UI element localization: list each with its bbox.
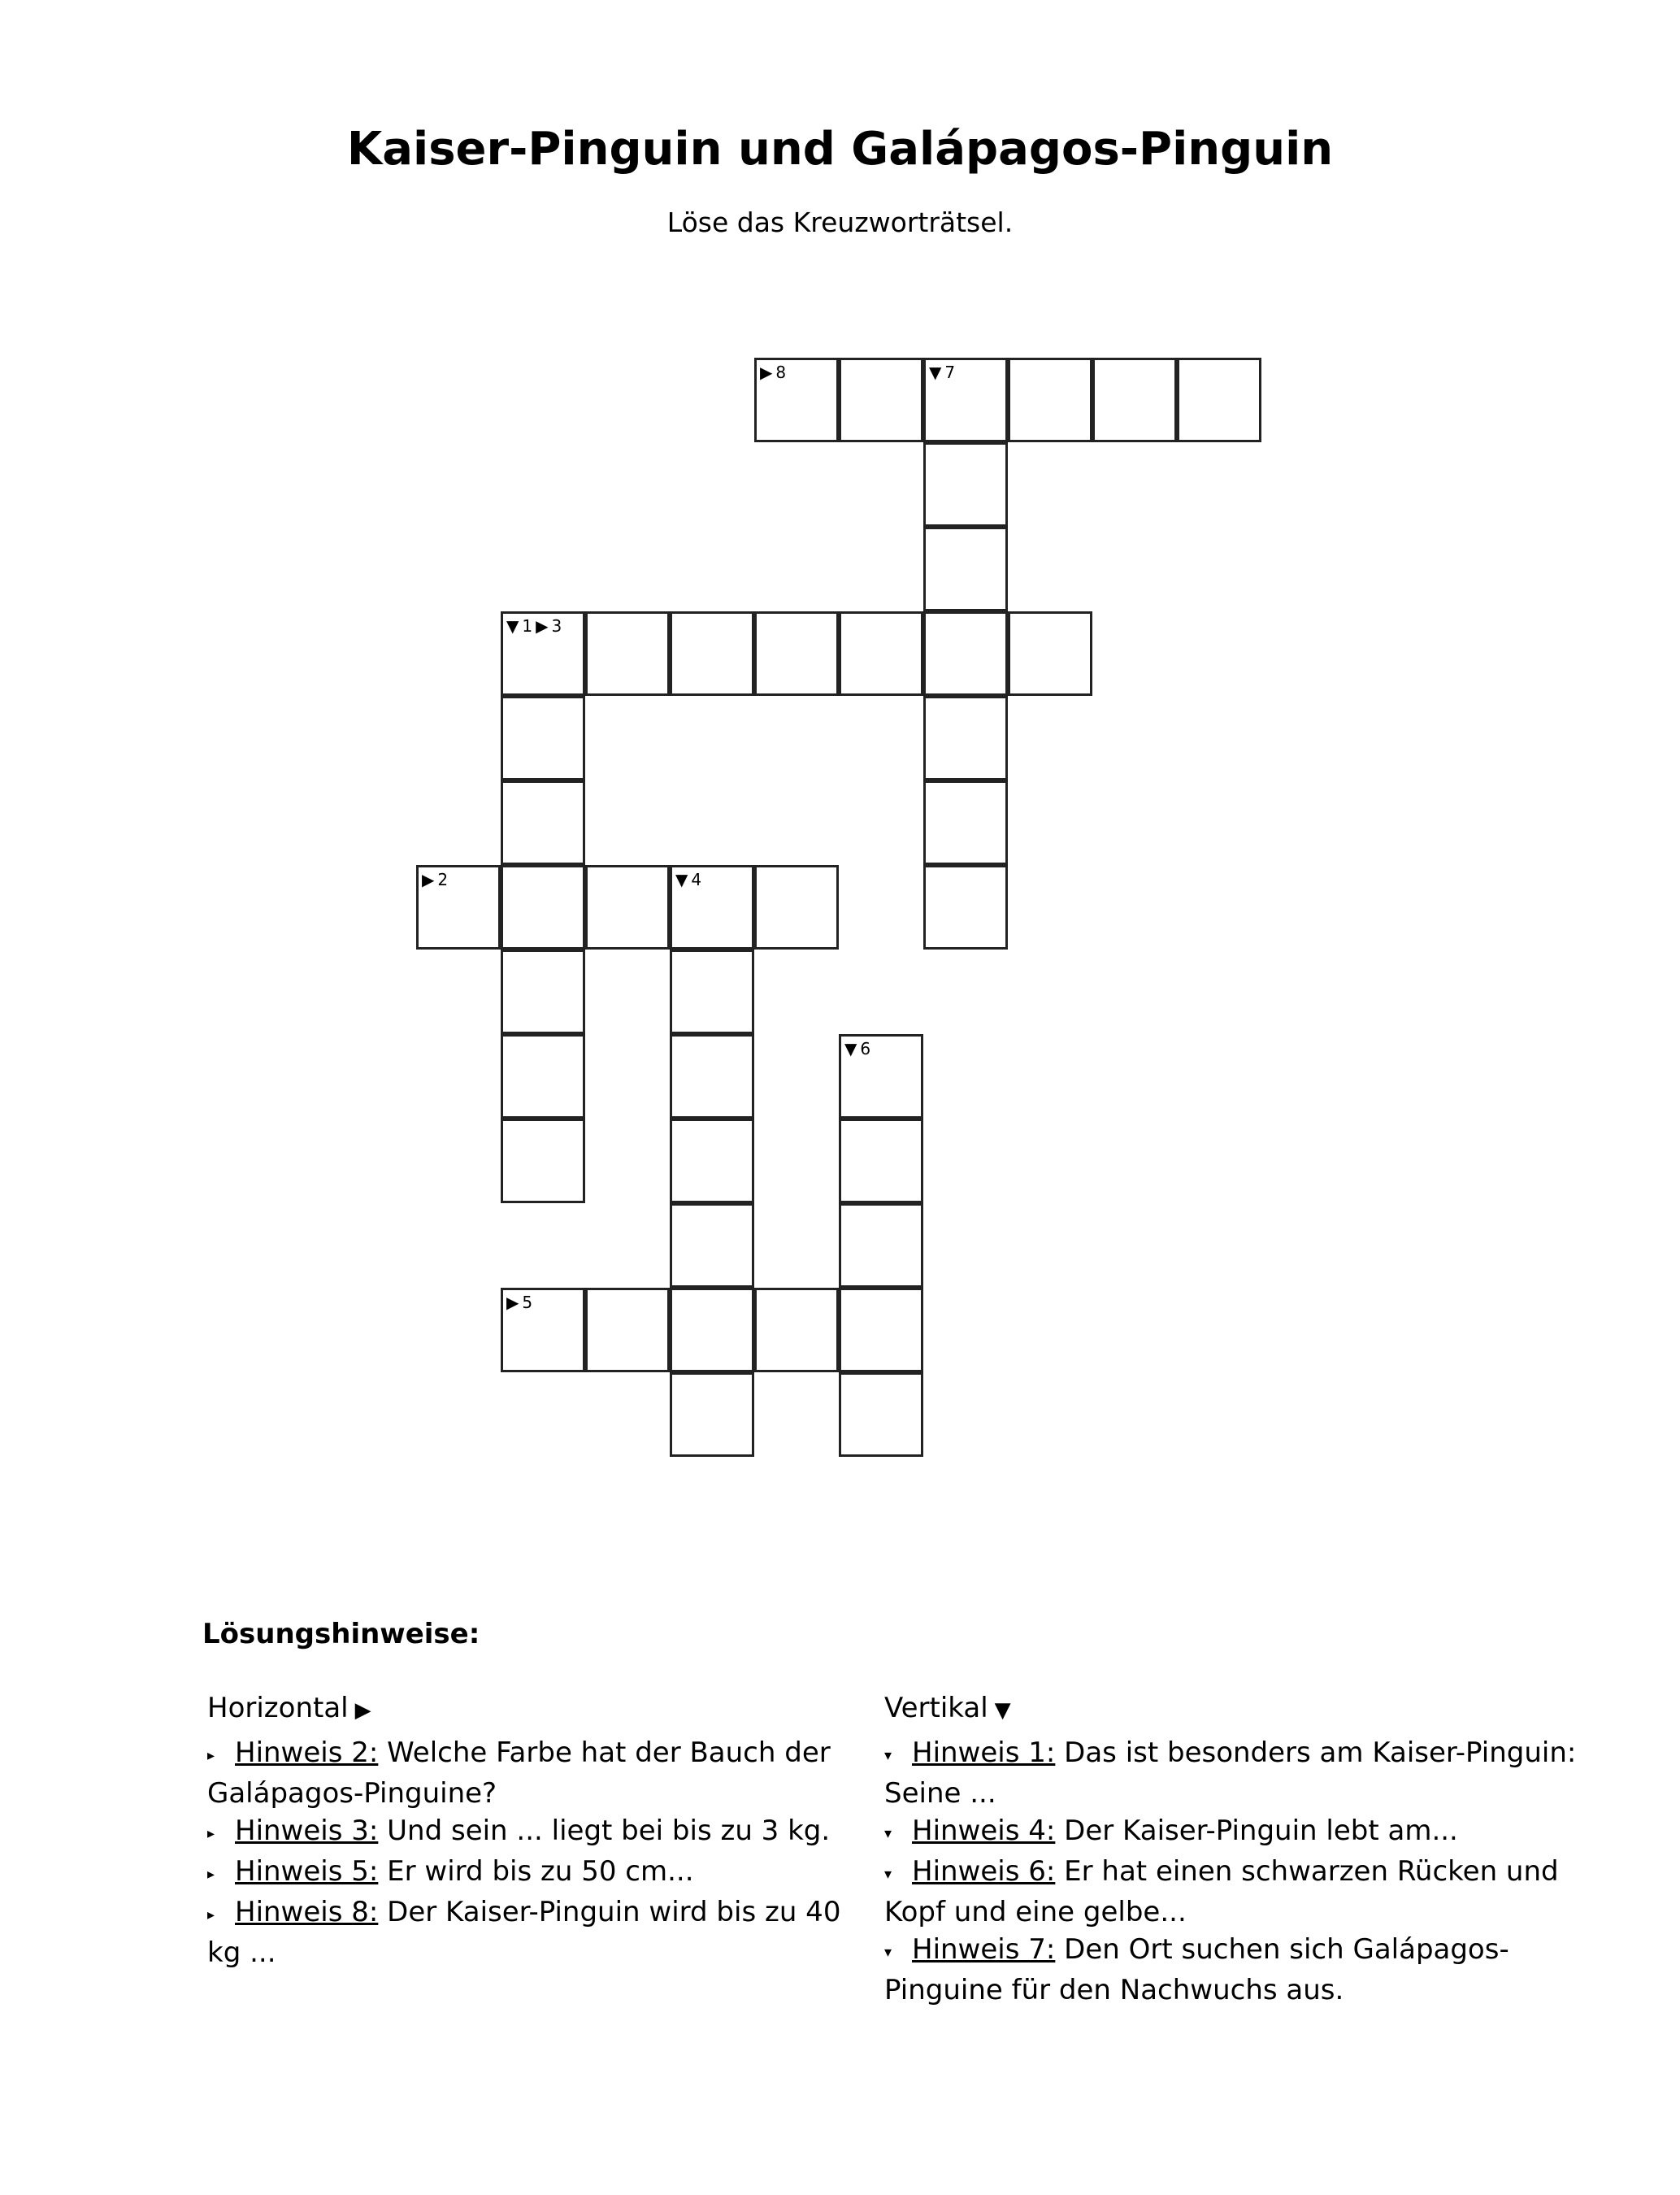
clue-number <box>760 363 786 381</box>
down-arrow-icon: ▼ <box>994 1698 1011 1723</box>
hint-item <box>884 1853 1583 1931</box>
hint-text: Der Kaiser-Pinguin wird bis zu 40 kg ... <box>207 1896 841 1969</box>
crossword-cell[interactable] <box>670 611 754 696</box>
crossword-cell[interactable] <box>839 1203 923 1288</box>
clue-number-text: 1 <box>522 616 533 636</box>
clue-number <box>844 1040 870 1058</box>
crossword-cell[interactable] <box>923 358 1008 442</box>
bullet-icon: ▾ <box>884 1866 892 1883</box>
crossword-cell[interactable] <box>501 865 585 950</box>
hint-text: Das ist besonders am Kaiser-Pinguin: Seine ... <box>884 1736 1577 1810</box>
crossword-cell[interactable] <box>416 865 501 950</box>
crossword-cell[interactable] <box>501 611 585 696</box>
hint-label: Hinweis 4: <box>912 1815 1056 1847</box>
crossword-cell[interactable] <box>585 1288 670 1372</box>
crossword-cell[interactable] <box>1177 358 1261 442</box>
horizontal-hints <box>207 1689 857 1971</box>
crossword-cell[interactable] <box>501 780 585 865</box>
hint-text: Er hat einen schwarzen Rücken und Kopf und eine gelbe... <box>884 1855 1559 1928</box>
hint-text: Und sein ... liegt bei bis zu 3 kg. <box>378 1815 831 1847</box>
crossword-cell[interactable] <box>839 1119 923 1203</box>
hint-item <box>207 1734 857 1812</box>
bullet-icon: ▾ <box>884 1944 892 1961</box>
crossword-cell[interactable] <box>670 865 754 950</box>
across-arrow-icon: ▶ <box>422 870 435 889</box>
vertical-hint-list <box>884 1734 1583 2009</box>
bullet-icon: ▾ <box>884 1747 892 1764</box>
across-arrow-icon: ▶ <box>506 1293 519 1312</box>
crossword-cell[interactable] <box>1092 358 1177 442</box>
bullet-icon: ▸ <box>207 1906 215 1923</box>
crossword-cell[interactable] <box>670 1119 754 1203</box>
crossword-cell[interactable] <box>670 950 754 1034</box>
crossword-cell[interactable] <box>670 1203 754 1288</box>
crossword-cell[interactable] <box>754 865 839 950</box>
hint-text: Er wird bis zu 50 cm... <box>378 1855 694 1888</box>
crossword-cell[interactable] <box>585 865 670 950</box>
crossword-cell[interactable] <box>501 1034 585 1119</box>
clue-number-text: 8 <box>775 363 787 382</box>
crossword-cell[interactable] <box>754 1288 839 1372</box>
clue-number-text: 2 <box>437 870 449 889</box>
horizontal-hint-list <box>207 1734 857 1971</box>
hint-item <box>884 1734 1583 1812</box>
clue-number <box>506 617 562 635</box>
hint-label: Hinweis 3: <box>235 1815 379 1847</box>
crossword-cell[interactable] <box>839 358 923 442</box>
crossword-cell[interactable] <box>923 865 1008 950</box>
page-subtitle: Löse das Kreuzworträtsel. <box>666 206 1014 238</box>
crossword-cell[interactable] <box>839 1288 923 1372</box>
clue-number-text: 7 <box>944 363 956 382</box>
hint-item <box>207 1812 857 1853</box>
crossword-cell[interactable] <box>670 1372 754 1457</box>
clue-number-text: 5 <box>522 1293 533 1312</box>
crossword-cell[interactable] <box>501 950 585 1034</box>
hint-item <box>884 1931 1583 2009</box>
hints-heading: Lösungshinweise: <box>202 1618 480 1650</box>
hint-label: Hinweis 2: <box>235 1736 379 1769</box>
bullet-icon: ▸ <box>207 1825 215 1842</box>
clue-number <box>506 1293 532 1311</box>
crossword-cell[interactable] <box>501 696 585 780</box>
bullet-icon: ▸ <box>207 1747 215 1764</box>
across-arrow-icon: ▶ <box>536 616 549 636</box>
horizontal-heading <box>207 1689 857 1729</box>
crossword-cell[interactable] <box>839 1034 923 1119</box>
crossword-cell[interactable] <box>923 611 1008 696</box>
crossword-cell[interactable] <box>839 1372 923 1457</box>
bullet-icon: ▾ <box>884 1825 892 1842</box>
crossword-cell[interactable] <box>585 611 670 696</box>
crossword-cell[interactable] <box>501 1119 585 1203</box>
hint-label: Hinweis 7: <box>912 1933 1056 1966</box>
clue-number <box>422 871 448 889</box>
crossword-cell[interactable] <box>670 1034 754 1119</box>
vertical-heading <box>884 1689 1583 1729</box>
crossword-cell[interactable] <box>1008 611 1092 696</box>
clue-number-text: 4 <box>691 870 702 889</box>
crossword-cell[interactable] <box>670 1288 754 1372</box>
hint-label: Hinweis 6: <box>912 1855 1056 1888</box>
clue-number <box>675 871 701 889</box>
crossword-cell[interactable] <box>923 780 1008 865</box>
hint-text: Welche Farbe hat der Bauch der Galápagos-Pinguine? <box>207 1736 831 1810</box>
hint-item <box>207 1893 857 1971</box>
hint-item <box>207 1853 857 1893</box>
down-arrow-icon: ▼ <box>929 363 942 382</box>
down-arrow-icon: ▼ <box>844 1039 857 1058</box>
crossword-cell[interactable] <box>501 1288 585 1372</box>
page-title: Kaiser-Pinguin und Galápagos-Pinguin <box>346 123 1334 176</box>
hint-label: Hinweis 1: <box>912 1736 1056 1769</box>
crossword-cell[interactable] <box>754 358 839 442</box>
crossword-cell[interactable] <box>923 527 1008 611</box>
crossword-cell[interactable] <box>839 611 923 696</box>
down-arrow-icon: ▼ <box>506 616 519 636</box>
hint-label: Hinweis 8: <box>235 1896 379 1928</box>
clue-number-text: 3 <box>551 616 562 636</box>
vertical-hints <box>884 1689 1583 2009</box>
down-arrow-icon: ▼ <box>675 870 688 889</box>
clue-number-text: 6 <box>860 1039 871 1058</box>
crossword-cell[interactable] <box>923 696 1008 780</box>
crossword-cell[interactable] <box>754 611 839 696</box>
vertical-label: Vertikal <box>884 1692 988 1724</box>
hint-text: Der Kaiser-Pinguin lebt am... <box>1055 1815 1458 1847</box>
hint-item <box>884 1812 1583 1853</box>
crossword-cell[interactable] <box>1008 358 1092 442</box>
clue-number <box>929 363 955 381</box>
across-arrow-icon: ▶ <box>760 363 773 382</box>
hint-label: Hinweis 5: <box>235 1855 379 1888</box>
horizontal-label: Horizontal <box>207 1692 349 1724</box>
right-arrow-icon: ▶ <box>354 1698 371 1723</box>
crossword-cell[interactable] <box>923 442 1008 527</box>
hint-text: Den Ort suchen sich Galápagos-Pinguine für den Nachwuchs aus. <box>884 1933 1509 2006</box>
bullet-icon: ▸ <box>207 1866 215 1883</box>
